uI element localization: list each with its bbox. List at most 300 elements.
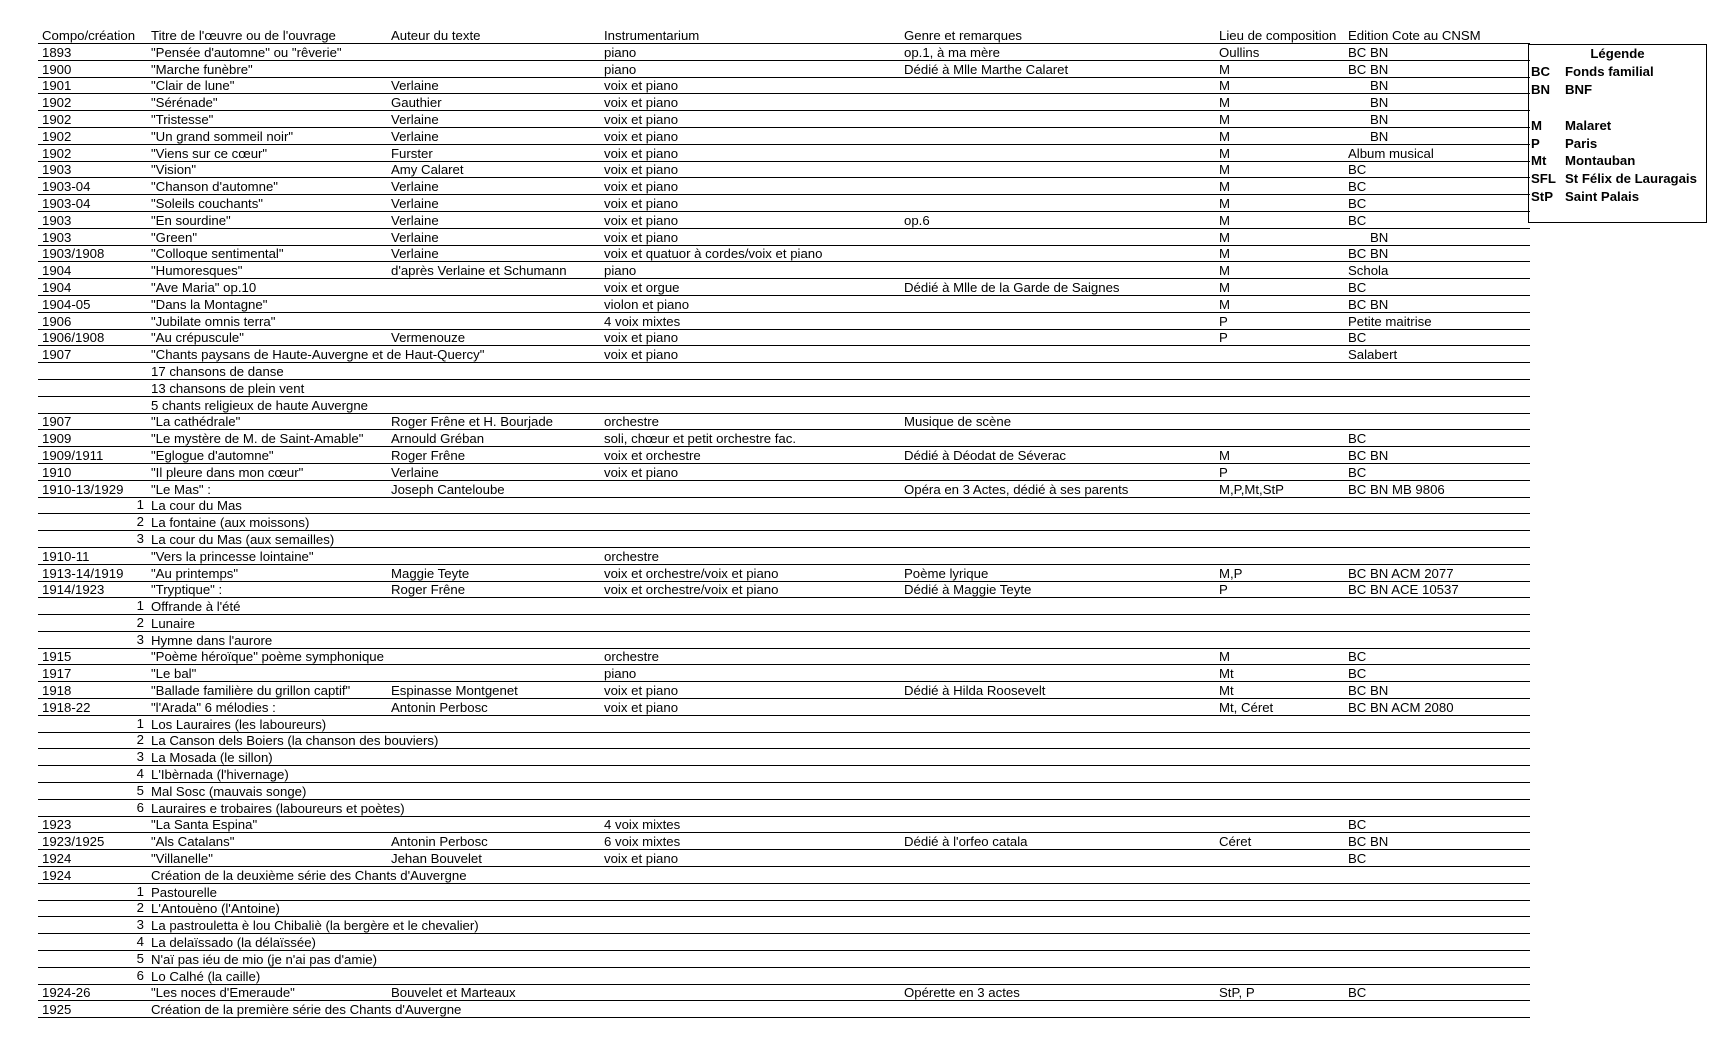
cell-title: Lauraires e trobaires (laboureurs et poètes) [147, 799, 387, 816]
legend-code: M [1531, 117, 1542, 133]
cell-instrumentation: voix et orchestre/voix et piano [600, 581, 900, 598]
table-row [38, 648, 1530, 665]
cell-author: Roger Frêne [387, 581, 600, 598]
cell-edition: Salabert [1344, 346, 1530, 363]
cell-instrumentation [600, 917, 900, 934]
cell-place [1215, 497, 1344, 514]
cell-author: Furster [387, 144, 600, 161]
cell-author [387, 783, 600, 800]
cell-author [387, 295, 600, 312]
cell-edition: BC [1344, 648, 1530, 665]
legend-code: BN [1531, 81, 1551, 97]
cell-edition: BN [1344, 127, 1530, 144]
legend-code: StP [1531, 189, 1553, 205]
cell-instrumentation: 4 voix mixtes [600, 816, 900, 833]
table-row [38, 497, 1530, 514]
cell-instrumentation [600, 598, 900, 615]
cell-edition: BC BN [1344, 60, 1530, 77]
legend-code: P [1531, 135, 1540, 151]
cell-place: P [1215, 312, 1344, 329]
cell-author [387, 531, 600, 548]
cell-instrumentation: voix et piano [600, 178, 900, 195]
cell-author [387, 715, 600, 732]
cell-title: La delaïssado (la délaïssée) [147, 934, 387, 951]
cell-genre [900, 934, 1215, 951]
cell-edition: BC [1344, 463, 1530, 480]
cell-place: P [1215, 329, 1344, 346]
cell-edition: BC [1344, 984, 1530, 1001]
table-row [38, 60, 1530, 77]
cell-author [387, 514, 600, 531]
table-row [38, 77, 1530, 94]
cell-place: M [1215, 262, 1344, 279]
cell-instrumentation [600, 783, 900, 800]
table-row [38, 245, 1530, 262]
cell-author [387, 547, 600, 564]
cell-title: 17 chansons de danse [147, 363, 387, 380]
cell-title: "Marche funèbre" [147, 60, 387, 77]
cell-genre [900, 951, 1215, 968]
cell-genre [900, 917, 1215, 934]
cell-title: "Colloque sentimental" [147, 245, 387, 262]
cell-place [1215, 783, 1344, 800]
cell-date [38, 934, 147, 951]
cell-date [38, 363, 147, 380]
legend-label: Paris [1565, 135, 1598, 151]
table-row [38, 967, 1530, 984]
cell-place [1215, 715, 1344, 732]
cell-title: "Au crépuscule" [147, 329, 387, 346]
cell-genre [900, 228, 1215, 245]
cell-place: M [1215, 447, 1344, 464]
cell-place: Oullins [1215, 44, 1344, 61]
legend-label: BNF [1565, 81, 1593, 97]
cell-date: 1903-04 [38, 195, 147, 212]
cell-place [1215, 531, 1344, 548]
cell-place: M [1215, 211, 1344, 228]
cell-genre: Musique de scène [900, 413, 1215, 430]
cell-edition [1344, 715, 1530, 732]
legend-label: Malaret [1565, 117, 1612, 133]
cell-genre [900, 598, 1215, 615]
cell-edition: BN [1344, 111, 1530, 128]
cell-place [1215, 346, 1344, 363]
cell-genre [900, 816, 1215, 833]
table-row [38, 715, 1530, 732]
cell-date: 1903 [38, 228, 147, 245]
cell-place: Mt [1215, 665, 1344, 682]
cell-place: M [1215, 195, 1344, 212]
cell-author: Bouvelet et Marteaux [387, 984, 600, 1001]
table-row [38, 531, 1530, 548]
legend-label: Fonds familial [1565, 64, 1654, 79]
cell-instrumentation: voix et orchestre/voix et piano [600, 564, 900, 581]
cell-edition [1344, 514, 1530, 531]
cell-genre [900, 715, 1215, 732]
cell-edition: Schola [1344, 262, 1530, 279]
cell-instrumentation: voix et orchestre [600, 447, 900, 464]
cell-date: 1906/1908 [38, 329, 147, 346]
cell-instrumentation: 6 voix mixtes [600, 833, 900, 850]
table-row [38, 564, 1530, 581]
cell-place [1215, 732, 1344, 749]
header-date: Compo/création [38, 26, 147, 44]
table-row [38, 682, 1530, 699]
table-row [38, 111, 1530, 128]
cell-title: "Vision" [147, 161, 387, 178]
table-row [38, 279, 1530, 296]
cell-edition: BC BN [1344, 44, 1530, 61]
cell-place [1215, 951, 1344, 968]
cell-instrumentation: soli, chœur et petit orchestre fac. [600, 430, 900, 447]
cell-genre: Opérette en 3 actes [900, 984, 1215, 1001]
cell-place: M [1215, 178, 1344, 195]
cell-edition: BC [1344, 161, 1530, 178]
table-row [38, 44, 1530, 61]
legend-box [1528, 44, 1707, 223]
cell-date [38, 783, 147, 800]
cell-genre: Poème lyrique [900, 564, 1215, 581]
legend-entry [1529, 152, 1706, 170]
cell-title: "Clair de lune" [147, 77, 387, 94]
cell-author: Verlaine [387, 111, 600, 128]
cell-genre [900, 379, 1215, 396]
sub-item-number: 3 [136, 530, 144, 546]
cell-place [1215, 867, 1344, 884]
cell-genre: Dédié à Déodat de Séverac [900, 447, 1215, 464]
cell-place [1215, 883, 1344, 900]
table-row [38, 732, 1530, 749]
cell-genre [900, 615, 1215, 632]
cell-edition [1344, 749, 1530, 766]
sub-item-number: 2 [136, 900, 144, 916]
cell-instrumentation [600, 615, 900, 632]
cell-place: M [1215, 279, 1344, 296]
table-row [38, 195, 1530, 212]
table-row [38, 883, 1530, 900]
header-place: Lieu de composition [1215, 26, 1344, 44]
cell-author [387, 648, 600, 665]
cell-title: "La cathédrale" [147, 413, 387, 430]
cell-date [38, 917, 147, 934]
cell-title: "En sourdine" [147, 211, 387, 228]
cell-author: Maggie Teyte [387, 564, 600, 581]
cell-instrumentation [600, 951, 900, 968]
cell-date: 1902 [38, 111, 147, 128]
cell-genre: Dédié à Maggie Teyte [900, 581, 1215, 598]
legend-entry [1529, 170, 1706, 188]
cell-author: Amy Calaret [387, 161, 600, 178]
cell-instrumentation: voix et piano [600, 682, 900, 699]
cell-date [38, 883, 147, 900]
cell-edition: BC [1344, 850, 1530, 867]
cell-date [38, 631, 147, 648]
cell-date: 1903 [38, 161, 147, 178]
cell-genre [900, 799, 1215, 816]
header-title: Titre de l'œuvre ou de l'ouvrage [147, 26, 387, 44]
cell-date [38, 615, 147, 632]
table-row [38, 211, 1530, 228]
cell-genre [900, 245, 1215, 262]
cell-place: M [1215, 228, 1344, 245]
cell-title: "l'Arada" 6 mélodies : [147, 699, 387, 716]
cell-instrumentation: voix et piano [600, 77, 900, 94]
cell-genre [900, 497, 1215, 514]
table-row [38, 178, 1530, 195]
cell-title: La cour du Mas (aux semailles) [147, 531, 387, 548]
cell-author [387, 934, 600, 951]
cell-genre [900, 783, 1215, 800]
cell-title: 13 chansons de plein vent [147, 379, 387, 396]
cell-author [387, 279, 600, 296]
cell-author [387, 615, 600, 632]
works-table [38, 26, 1530, 1018]
cell-date: 1902 [38, 127, 147, 144]
cell-instrumentation [600, 715, 900, 732]
table-row [38, 951, 1530, 968]
cell-title: "Villanelle" [147, 850, 387, 867]
cell-title: La cour du Mas [147, 497, 387, 514]
table-header-row [38, 26, 1530, 44]
cell-genre [900, 749, 1215, 766]
table-row [38, 799, 1530, 816]
cell-edition [1344, 598, 1530, 615]
cell-genre [900, 766, 1215, 783]
cell-title: "Dans la Montagne" [147, 295, 387, 312]
cell-instrumentation: voix et orgue [600, 279, 900, 296]
cell-date: 1918 [38, 682, 147, 699]
cell-instrumentation: voix et piano [600, 127, 900, 144]
cell-date: 1924 [38, 850, 147, 867]
cell-date [38, 799, 147, 816]
cell-author [387, 749, 600, 766]
cell-title: "Poème héroïque" poème symphonique [147, 648, 387, 665]
cell-instrumentation: voix et piano [600, 850, 900, 867]
cell-edition: BC BN [1344, 245, 1530, 262]
cell-title: N'aï pas iéu de mio (je n'ai pas d'amie) [147, 951, 387, 968]
sub-item-number: 1 [136, 598, 144, 614]
cell-genre [900, 430, 1215, 447]
cell-author [387, 631, 600, 648]
cell-place: M [1215, 245, 1344, 262]
sub-item-number: 2 [136, 514, 144, 530]
legend-label: St Félix de Lauragais [1565, 171, 1697, 187]
cell-author [387, 363, 600, 380]
table-row [38, 934, 1530, 951]
cell-place [1215, 850, 1344, 867]
cell-place [1215, 430, 1344, 447]
cell-author: Antonin Perbosc [387, 699, 600, 716]
table-row [38, 598, 1530, 615]
cell-date: 1904-05 [38, 295, 147, 312]
cell-date [38, 951, 147, 968]
cell-author: Vermenouze [387, 329, 600, 346]
table-row [38, 379, 1530, 396]
cell-edition: BC [1344, 178, 1530, 195]
cell-genre: Dédié à l'orfeo catala [900, 833, 1215, 850]
cell-place [1215, 967, 1344, 984]
cell-title: Offrande à l'été [147, 598, 387, 615]
table-row [38, 144, 1530, 161]
cell-instrumentation: voix et piano [600, 329, 900, 346]
cell-date: 1893 [38, 44, 147, 61]
table-row [38, 900, 1530, 917]
cell-edition [1344, 867, 1530, 884]
table-row [38, 1001, 1530, 1018]
cell-date: 1923/1925 [38, 833, 147, 850]
cell-edition: BC BN [1344, 447, 1530, 464]
cell-date: 1924-26 [38, 984, 147, 1001]
cell-title: "Le Mas" : [147, 480, 387, 497]
cell-place: P [1215, 581, 1344, 598]
table-row [38, 665, 1530, 682]
cell-title: Lunaire [147, 615, 387, 632]
cell-edition [1344, 497, 1530, 514]
cell-place [1215, 363, 1344, 380]
table-row [38, 312, 1530, 329]
cell-author [387, 766, 600, 783]
cell-edition: BC [1344, 329, 1530, 346]
legend-entry [1529, 188, 1706, 206]
cell-edition: BC BN [1344, 833, 1530, 850]
cell-instrumentation [600, 531, 900, 548]
table-row [38, 396, 1530, 413]
cell-title: Création de la deuxième série des Chants d'Auvergne [147, 867, 387, 884]
cell-title: "Humoresques" [147, 262, 387, 279]
cell-genre [900, 850, 1215, 867]
cell-date [38, 497, 147, 514]
cell-instrumentation [600, 883, 900, 900]
cell-edition: Album musical [1344, 144, 1530, 161]
cell-instrumentation [600, 379, 900, 396]
cell-date: 1904 [38, 262, 147, 279]
cell-instrumentation [600, 749, 900, 766]
cell-place [1215, 816, 1344, 833]
table-body [38, 44, 1530, 1018]
cell-place: M [1215, 111, 1344, 128]
cell-genre [900, 295, 1215, 312]
cell-place: M [1215, 295, 1344, 312]
header-author: Auteur du texte [387, 26, 600, 44]
legend-list [1529, 63, 1706, 206]
cell-instrumentation [600, 984, 900, 1001]
cell-author: Verlaine [387, 463, 600, 480]
cell-instrumentation: violon et piano [600, 295, 900, 312]
cell-edition: BC BN [1344, 682, 1530, 699]
cell-instrumentation: piano [600, 665, 900, 682]
cell-instrumentation [600, 631, 900, 648]
cell-author: Roger Frêne [387, 447, 600, 464]
cell-title: Pastourelle [147, 883, 387, 900]
cell-title: La fontaine (aux moissons) [147, 514, 387, 531]
cell-place [1215, 547, 1344, 564]
cell-title: "Un grand sommeil noir" [147, 127, 387, 144]
cell-title: Los Lauraires (les laboureurs) [147, 715, 387, 732]
cell-instrumentation: voix et piano [600, 161, 900, 178]
sub-item-number: 4 [136, 934, 144, 950]
cell-instrumentation: voix et piano [600, 463, 900, 480]
header-instrumentation: Instrumentarium [600, 26, 900, 44]
cell-title: "Les noces d'Emeraude" [147, 984, 387, 1001]
cell-author [387, 883, 600, 900]
cell-place [1215, 749, 1344, 766]
cell-place [1215, 598, 1344, 615]
cell-edition [1344, 951, 1530, 968]
cell-edition: BC [1344, 430, 1530, 447]
cell-genre [900, 346, 1215, 363]
cell-edition: BC BN MB 9806 [1344, 480, 1530, 497]
cell-genre: Dédié à Mlle de la Garde de Saignes [900, 279, 1215, 296]
cell-genre [900, 514, 1215, 531]
cell-genre [900, 363, 1215, 380]
cell-edition: BC [1344, 211, 1530, 228]
cell-title: L'Ibèrnada (l'hivernage) [147, 766, 387, 783]
table-row [38, 329, 1530, 346]
cell-genre [900, 631, 1215, 648]
cell-title: "Vers la princesse lointaine" [147, 547, 387, 564]
cell-title: 5 chants religieux de haute Auvergne [147, 396, 387, 413]
cell-instrumentation: voix et piano [600, 699, 900, 716]
cell-genre [900, 900, 1215, 917]
cell-genre [900, 144, 1215, 161]
table-row [38, 816, 1530, 833]
table-row [38, 615, 1530, 632]
cell-genre [900, 732, 1215, 749]
table-row [38, 161, 1530, 178]
cell-place [1215, 799, 1344, 816]
cell-edition [1344, 363, 1530, 380]
cell-author [387, 816, 600, 833]
cell-place: M [1215, 161, 1344, 178]
cell-author [387, 312, 600, 329]
cell-edition: Petite maitrise [1344, 312, 1530, 329]
cell-genre [900, 77, 1215, 94]
sub-item-number: 4 [136, 766, 144, 782]
cell-edition [1344, 732, 1530, 749]
cell-date: 1902 [38, 144, 147, 161]
cell-genre [900, 883, 1215, 900]
table-row [38, 749, 1530, 766]
cell-instrumentation: piano [600, 44, 900, 61]
cell-instrumentation: voix et piano [600, 111, 900, 128]
cell-title: Création de la première série des Chants d'Auvergne [147, 1001, 387, 1018]
cell-author: Espinasse Montgenet [387, 682, 600, 699]
cell-genre [900, 547, 1215, 564]
legend-entry [1529, 81, 1706, 99]
cell-place [1215, 379, 1344, 396]
cell-genre [900, 94, 1215, 111]
cell-author [387, 60, 600, 77]
cell-place: Mt, Céret [1215, 699, 1344, 716]
sub-item-number: 3 [136, 917, 144, 933]
cell-date [38, 514, 147, 531]
cell-genre [900, 178, 1215, 195]
legend-entry [1529, 135, 1706, 153]
cell-title: "Ave Maria" op.10 [147, 279, 387, 296]
cell-title: "Ballade familière du grillon captif" [147, 682, 387, 699]
cell-title: "Le mystère de M. de Saint-Amable" [147, 430, 387, 447]
cell-date: 1913-14/1919 [38, 564, 147, 581]
cell-title: L'Antouèno (l'Antoine) [147, 900, 387, 917]
sub-item-number: 1 [136, 715, 144, 731]
table-row [38, 262, 1530, 279]
cell-instrumentation: voix et piano [600, 195, 900, 212]
cell-instrumentation [600, 900, 900, 917]
sub-item-number: 3 [136, 631, 144, 647]
cell-title: "Soleils couchants" [147, 195, 387, 212]
cell-place: Mt [1215, 682, 1344, 699]
cell-title: "Chanson d'automne" [147, 178, 387, 195]
